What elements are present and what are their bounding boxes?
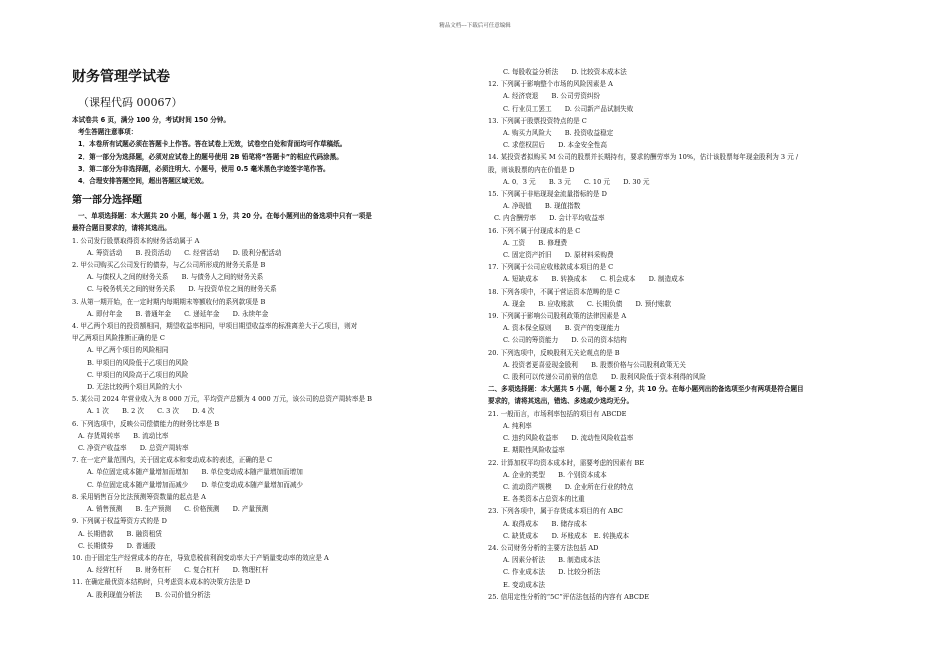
- question-option: A. 投资者更喜爱现金股利 B. 股票价格与公司股利政策无关: [503, 360, 686, 369]
- question-stem: 18. 下列各项中，不属于营运资本范畴的是 C: [488, 287, 620, 296]
- question-option: A. 短缺成本 B. 转换成本 C. 机会成本 D. 制造成本: [503, 275, 685, 284]
- left-column: [72, 62, 472, 601]
- question-stem: 4. 甲乙两个项目的投资额相同，期望收益率相同，甲项目期望收益率的标准离差大于乙项目，则对: [72, 322, 358, 331]
- left-question-list: [72, 235, 472, 601]
- single-choice-intro: 一、单项选择题：本大题共 20 小题，每小题 1 分，共 20 分。在每小题列出的备选项中只有一项是: [78, 212, 372, 221]
- question-option: A. 取得成本 B. 储存成本: [503, 519, 587, 528]
- notes-title: 考生答题注意事项：: [78, 128, 138, 137]
- question-stem: 20. 下列选项中，反映股利无关论观点的是 B: [488, 348, 620, 357]
- question-option: C. 甲项目的风险高于乙项目的风险: [87, 370, 189, 379]
- header-note: 精品文档---下载后可任意编辑: [439, 23, 511, 29]
- question-option: C. 公司的筹资能力 D. 公司的资本结构: [503, 336, 627, 345]
- question-stem: 8. 采用销售百分比法预测筹资数量的起点是 A: [72, 492, 206, 501]
- question-option: C. 作业成本法 D. 比较分析法: [503, 568, 601, 577]
- question-option: A. 经济衰退 B. 公司劳资纠纷: [503, 92, 601, 101]
- question-stem: 6. 下列选项中，反映公司偿债能力的财务比率是 B: [72, 419, 220, 428]
- question-stem: 7. 在一定产量范围内，关于固定成本和变动成本的表述，正确的是 C: [72, 456, 273, 465]
- question-stem: 3. 从第一期开始，在一定时期内每期期末等额收付的系列款项是 B: [72, 297, 266, 306]
- note-item: 1．本卷所有试题必须在答题卡上作答。答在试卷上无效，试卷空白处和背面均可作草稿纸。: [78, 140, 347, 149]
- course-code: （课程代码 00067）: [78, 96, 183, 109]
- question-option: A. 单位固定成本随产量增加而增加 B. 单位变动成本随产量增加而增加: [87, 468, 303, 477]
- multi-choice-intro: 二、多项选择题：本大题共 5 小题，每小题 2 分，共 10 分。在每小题列出的备选项至少有两项是符合题目: [488, 385, 804, 394]
- single-choice-intro-cont: 最符合题目要求的，请将其选出。: [72, 224, 171, 233]
- question-option: A. 即付年金 B. 普通年金 C. 递延年金 D. 永续年金: [87, 309, 269, 318]
- question-option: A. 0．3 元 B. 3 元 C. 10 元 D. 30 元: [503, 177, 650, 186]
- question-option: C. 行业员工罢工 D. 公司新产品试制失败: [503, 104, 634, 113]
- question-option: E. 各类资本占总资本的比重: [503, 495, 585, 504]
- question-option: C. 流动资产规模 D. 企业所在行业的特点: [503, 482, 634, 491]
- question-stem: 23. 下列各项中，属于存货成本项目的有 ABC: [488, 507, 623, 516]
- right-question-list-2: [488, 408, 882, 603]
- question-option: C. 净资产收益率 D. 总资产周转率: [78, 444, 189, 453]
- right-question-list: [488, 66, 882, 383]
- question-option: C. 长期债券 D. 普通股: [78, 541, 156, 550]
- question-option: C. 内含酬劳率 D. 会计平均收益率: [494, 214, 605, 223]
- question-option: A. 筹资活动 B. 投资活动 C. 经营活动 D. 股利分配活动: [87, 248, 282, 257]
- question-stem: 25. 信用定性分析的“5C”评估法包括的内容有 ABCDE: [488, 592, 650, 601]
- question-option: A. 与债权人之间的财务关系 B. 与债务人之间的财务关系: [87, 273, 264, 282]
- note-item: 3．第二部分为非选择题，必须注明大、小题号，使用 0.5 毫米黑色字迹签字笔作答。: [78, 164, 330, 173]
- right-column: [488, 66, 882, 603]
- question-stem: 16. 下列不属于付现成本的是 C: [488, 226, 581, 235]
- question-option: A. 长期借款 B. 融资租赁: [78, 529, 162, 538]
- multi-choice-intro-cont: 要求的，请将其选出，错选、多选或少选均无分。: [488, 397, 634, 406]
- question-option: A. 甲乙两个项目的风险相同: [87, 346, 169, 355]
- question-stem: 19. 下列属于影响公司股利政策的法律因素是 A: [488, 312, 627, 321]
- question-option: A. 因素分析法 B. 制造成本法: [503, 556, 601, 565]
- page-title: 财务管理学试卷: [72, 69, 170, 85]
- question-stem: 14. 某投资者拟购买 M 公司的股票并长期持有，要求的酬劳率为 10%，估计该股票每年现金股利为 3 元 /: [488, 153, 799, 162]
- question-option: A. 1 次 B. 2 次 C. 3 次 D. 4 次: [87, 407, 215, 416]
- question-option: A. 销售预测 B. 生产预测 C. 价格预测 D. 产量预测: [87, 505, 269, 514]
- question-option: A. 存货周转率 B. 流动比率: [78, 431, 169, 440]
- question-option: A. 工资 B. 修理费: [503, 238, 568, 247]
- question-option: A. 资本保全原则 B. 资产的变现能力: [503, 324, 620, 333]
- question-option: C. 缺货成本 D. 坏账成本 E. 转换成本: [503, 531, 630, 540]
- question-stem: 12. 下列属于影响整个市场的风险因素是 A: [488, 80, 613, 89]
- question-option: C. 每股收益分析法 D. 比较资本成本法: [503, 68, 627, 76]
- question-stem: 10. 由于固定生产经营成本的存在，导致息税前利润变动率大于产销量变动率的效应是 A: [72, 553, 329, 562]
- question-option: A. 股利现值分析法 B. 公司价值分析法: [87, 590, 211, 599]
- exam-info: 本试卷共 6 页，满分 100 分，考试时间 150 分钟。: [72, 116, 230, 124]
- question-stem: 24. 公司财务分析的主要方法包括 AD: [488, 543, 599, 552]
- question-option: B. 甲项目的风险低于乙项目的风险: [87, 358, 189, 367]
- question-stem: 甲乙两项目风险推断正确的是 C: [72, 334, 165, 343]
- question-option: D. 无法比较两个项目风险的大小: [87, 383, 182, 392]
- question-option: C. 单位固定成本随产量增加而减少 D. 单位变动成本随产量增加而减少: [87, 480, 304, 489]
- question-option: C. 违约风险收益率 D. 流动性风险收益率: [503, 434, 634, 443]
- part1-title: 第一部分选择题: [72, 195, 142, 207]
- question-option: A. 购买力风险大 B. 投资收益稳定: [503, 129, 614, 138]
- question-stem: 22. 计算加权平均资本成本时，需要考虑的因素有 BE: [488, 458, 645, 467]
- question-stem: 9. 下列属于权益筹资方式的是 D: [72, 517, 167, 526]
- question-stem: 股，则该股票的内在价值是 D: [488, 165, 575, 174]
- question-stem: 21. 一般而言，市场利率包括的项目有 ABCDE: [488, 409, 627, 418]
- question-option: E. 期限性风险收益率: [503, 446, 565, 455]
- question-option: A. 现金 B. 应收账款 C. 长期负债 D. 预付账款: [503, 299, 672, 308]
- question-stem: 15. 下列属于非贴现现金流量指标的是 D: [488, 190, 607, 199]
- note-item: 4．合理安排答题空间，超出答题区域无效。: [78, 177, 208, 186]
- question-option: C. 固定资产折旧 D. 原材料采购费: [503, 251, 614, 260]
- question-option: A. 经营杠杆 B. 财务杠杆 C. 复合杠杆 D. 物理杠杆: [87, 566, 269, 575]
- question-stem: 11. 在确定最优资本结构时，只考虑资本成本的决策方法是 D: [72, 578, 251, 587]
- question-stem: 17. 下列属于公司应收账款成本项目的是 C: [488, 263, 614, 272]
- question-stem: 2. 甲公司购买乙公司发行的债券，与乙公司所形成的财务关系是 B: [72, 261, 266, 270]
- question-stem: 13. 下列属于股票投资特点的是 C: [488, 116, 587, 125]
- question-option: A. 企业的类型 B. 个别资本成本: [503, 470, 607, 479]
- question-stem: 1. 公司发行股票取得资本的财务活动属于 A: [72, 236, 200, 245]
- question-option: A. 净现值 B. 现值指数: [503, 202, 581, 211]
- question-option: C. 与税务机关之间的财务关系 D. 与投资单位之间的财务关系: [87, 285, 277, 294]
- note-item: 2．第一部分为选择题，必须对应试卷上的题号使用 2B 铅笔将“答题卡”的相应代码涂黑。: [78, 152, 343, 161]
- question-option: A. 纯利率: [503, 421, 532, 430]
- question-stem: 5. 某公司 2024 年营业收入为 8 000 万元，平均资产总额为 4 000 万元，该公司的总资产周转率是 B: [72, 395, 373, 404]
- question-option: E. 变动成本法: [503, 580, 545, 589]
- question-option: C. 股利可以传递公司前景的信息 D. 股利风险低于资本利得的风险: [503, 373, 706, 382]
- question-option: C. 求偿权居后 D. 本金安全性高: [503, 141, 607, 150]
